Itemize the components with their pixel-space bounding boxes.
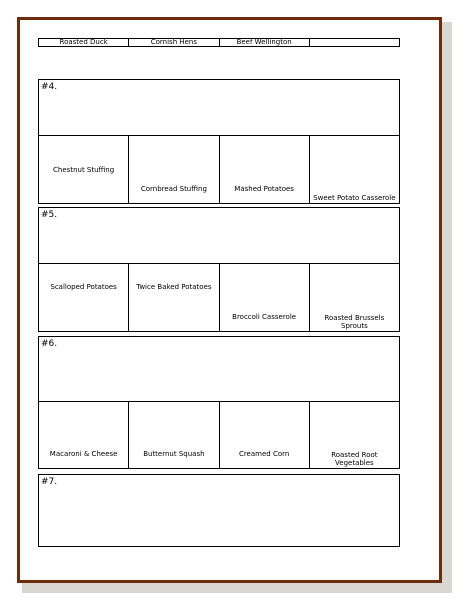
option-cell: Roasted Duck	[59, 39, 108, 46]
question-number: #5.	[41, 210, 58, 220]
option-cell: Twice Baked Potatoes	[128, 264, 218, 331]
option-cell: Beef Wellington	[219, 39, 309, 46]
option-cell: Creamed Corn	[219, 402, 309, 468]
question-block-7	[38, 474, 400, 547]
option-cell: Broccoli Casserole	[219, 264, 309, 331]
option-cell: Cornish Hens	[128, 39, 218, 46]
option-cell: Roasted Brussels Sprouts	[309, 264, 399, 331]
options-row	[38, 263, 400, 332]
question-block-6	[38, 336, 400, 469]
option-cell: Chestnut Stuffing	[53, 165, 115, 174]
options-row	[38, 135, 400, 204]
option-cell: Scalloped Potatoes	[50, 283, 117, 291]
question-number: #6.	[41, 339, 58, 349]
option-cell	[309, 39, 399, 46]
option-cell: Roasted Root Vegetables	[309, 402, 399, 468]
top-options-row	[38, 38, 400, 47]
option-cell: Mashed Potatoes	[219, 136, 309, 203]
option-cell: Sweet Potato Casserole	[309, 136, 399, 203]
question-block-4	[38, 79, 400, 204]
question-number: #4.	[41, 82, 58, 92]
option-cell: Macaroni & Cheese	[49, 450, 118, 458]
option-cell: Cornbread Stuffing	[128, 136, 218, 203]
option-cell: Butternut Squash	[128, 402, 218, 468]
options-row	[38, 401, 400, 469]
question-number: #7.	[41, 477, 58, 487]
question-block-5	[38, 207, 400, 332]
